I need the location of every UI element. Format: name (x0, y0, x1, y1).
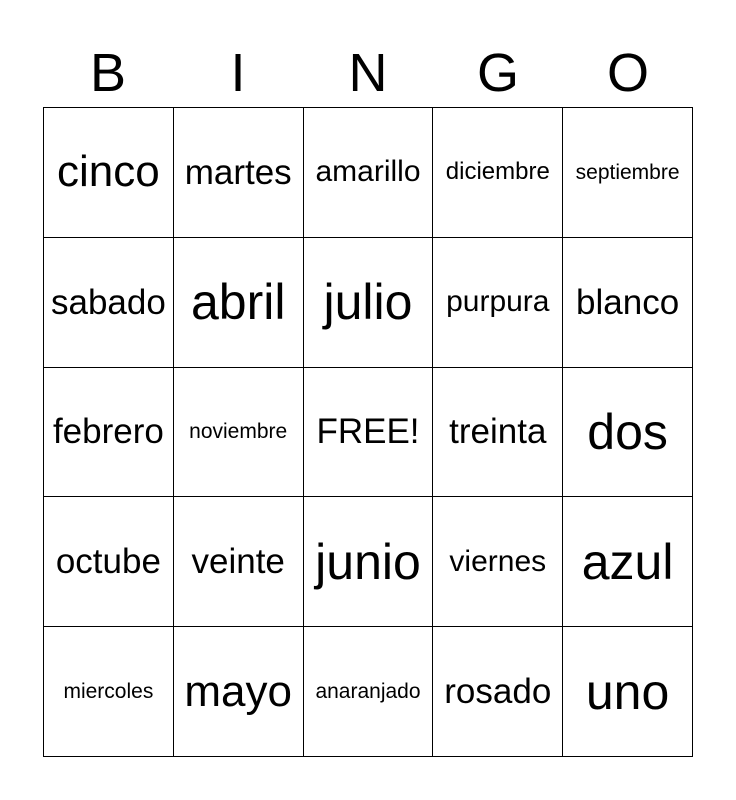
bingo-cell-r4-c2[interactable]: veinte (174, 497, 304, 627)
header-letter-o: O (606, 43, 649, 103)
bingo-cell-r2-c4[interactable]: purpura (433, 238, 563, 368)
bingo-cell-r1-c3[interactable]: amarillo (304, 108, 434, 238)
bingo-cell-r2-c3[interactable]: julio (304, 238, 434, 368)
bingo-cell-r1-c5[interactable]: septiembre (563, 108, 693, 238)
bingo-cell-r1-c1[interactable]: cinco (44, 108, 174, 238)
header-letter-i: I (230, 43, 246, 103)
bingo-cell-r2-c1[interactable]: sabado (44, 238, 174, 368)
bingo-cell-r3-c2[interactable]: noviembre (174, 368, 304, 498)
bingo-cell-r3-c4[interactable]: treinta (433, 368, 563, 498)
bingo-cell-r4-c1[interactable]: octube (44, 497, 174, 627)
bingo-cell-r4-c3[interactable]: junio (304, 497, 434, 627)
bingo-cell-r3-c5[interactable]: dos (563, 368, 693, 498)
bingo-cell-r2-c2[interactable]: abril (174, 238, 304, 368)
bingo-cell-r5-c3[interactable]: anaranjado (304, 627, 434, 757)
bingo-cell-r5-c2[interactable]: mayo (174, 627, 304, 757)
header-letter-g: G (476, 43, 519, 103)
bingo-cell-r2-c5[interactable]: blanco (563, 238, 693, 368)
bingo-cell-r5-c1[interactable]: miercoles (44, 627, 174, 757)
bingo-cell-r4-c5[interactable]: azul (563, 497, 693, 627)
bingo-cell-r5-c4[interactable]: rosado (433, 627, 563, 757)
bingo-cell-r4-c4[interactable]: viernes (433, 497, 563, 627)
free-space-cell[interactable]: FREE! (304, 368, 434, 498)
bingo-cell-r3-c1[interactable]: febrero (44, 368, 174, 498)
header-letter-b: B (89, 43, 127, 103)
bingo-header (43, 38, 693, 108)
bingo-cell-r1-c4[interactable]: diciembre (433, 108, 563, 238)
bingo-cell-r5-c5[interactable]: uno (563, 627, 693, 757)
bingo-cell-r1-c2[interactable]: martes (174, 108, 304, 238)
bingo-board (43, 107, 693, 757)
header-letter-n: N (348, 43, 388, 103)
